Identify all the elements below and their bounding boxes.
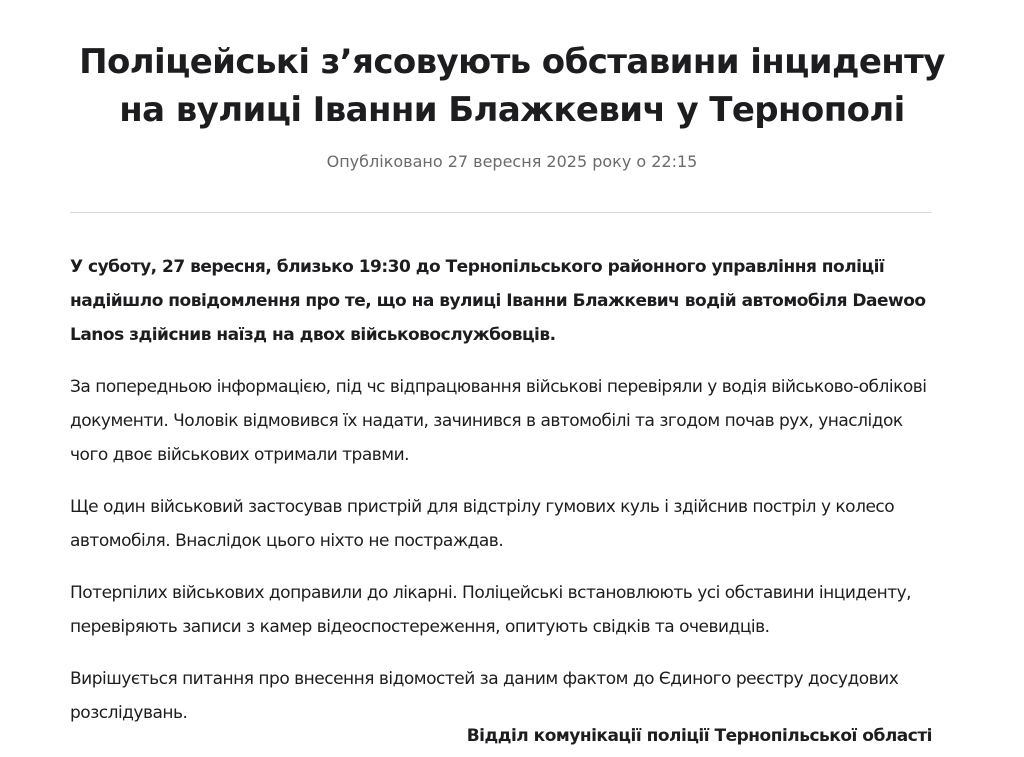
article-title-line-2: на вулиці Іванни Блажкевич у Тернополі: [119, 90, 905, 130]
publish-date: Опубліковано 27 вересня 2025 року о 22:15: [326, 152, 698, 171]
body-paragraph-4: Вирішується питання про внесення відомостей за даним фактом до Єдиного реєстру досудових розслідувань.: [70, 669, 899, 723]
article-title-line-1: Поліцейські з’ясовують обставини інциденту: [79, 42, 945, 82]
body-paragraph-2: Ще один військовий застосував пристрій для відстрілу гумових куль і здійснив постріл у колесо автомобіля. Внаслідок цього ніхто не постраждав.: [70, 497, 895, 551]
body-paragraph-3: Потерпілих військових доправили до лікарні. Поліцейські встановлюють усі обставини інциденту, перевіряють записи з камер відеоспостереження, опитують свідків та очевидців.: [70, 583, 912, 637]
article-body: [70, 250, 940, 748]
body-paragraph-1: За попередньою інформацією, під чс відпрацювання військові перевіряли у водія військово-облікові документи. Чоловік відмовився їх надати, зачинився в автомобілі та згодом почав рух, унаслідок чого двоє військових отримали травми.: [70, 377, 927, 465]
lead-paragraph: У суботу, 27 вересня, близько 19:30 до Тернопільського районного управління поліції надійшло повідомлення про те, що на вулиці Іванни Блажкевич водій автомобіля Daewoo Lanos здійснив наїзд на двох військовослужбовців.: [70, 257, 926, 345]
header-divider: [70, 212, 932, 213]
article-title: [60, 38, 964, 134]
article-signature: Відділ комунікації поліції Тернопільської області: [466, 726, 932, 746]
